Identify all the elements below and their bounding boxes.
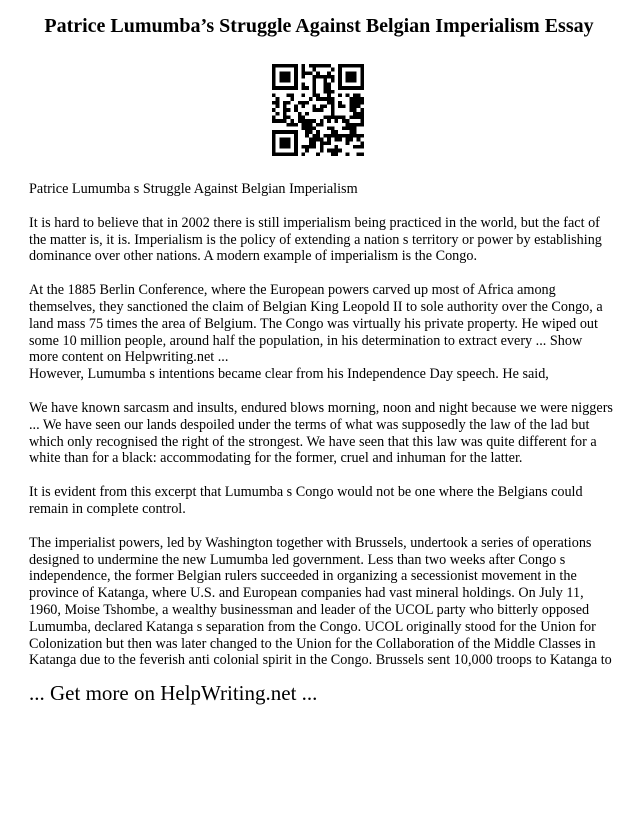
essay-quote: We have known sarcasm and insults, endured blows morning, noon and night because we were niggers ... We have seen our lands despoiled under the terms of what was supposedly the law of the lad but which only recognised the right of the strongest. We have seen that this law was quite different for a white than for a black: accommodating for the former, cruel and inhuman for the latter. — [29, 399, 613, 467]
essay-paragraph: At the 1885 Berlin Conference, where the European powers carved up most of Africa among themselves, they sanctioned the claim of Belgian King Leopold II to sole authority over the Congo, a land mass 75 times the area of Belgium. The Congo was virtually his private property. He wiped out some 10 million people, around half the population, in his determination to extract every ... Show more content on Helpwriting.net ... — [29, 282, 603, 366]
essay-body — [29, 181, 613, 686]
essay-paragraph: It is hard to believe that in 2002 there is still imperialism being practiced in the world, but the fact of the matter is, it is. Imperialism is the policy of extending a nation s territory or power by establishing dominance over other nations. A modern example of imperialism is the Congo. — [29, 214, 602, 265]
essay-paragraph: However, Lumumba s intentions became clear from his Independence Day speech. He said, — [29, 366, 549, 383]
page-title: Patrice Lumumba’s Struggle Against Belgian Imperialism Essay — [44, 15, 594, 37]
get-more-link[interactable]: ... Get more on HelpWriting.net ... — [29, 681, 318, 705]
essay-paragraph: It is evident from this excerpt that Lumumba s Congo would not be one where the Belgians could remain in complete control. — [29, 484, 583, 517]
essay-heading: Patrice Lumumba s Struggle Against Belgian Imperialism — [29, 181, 358, 197]
essay-paragraph: The imperialist powers, led by Washington together with Brussels, undertook a series of operations designed to undermine the new Lumumba led government. Less than two weeks after Congo s independence, the former Belgian rulers succeeded in organizing a secessionist movement in the province of Katanga, where U.S. and European companies had vast mineral holdings. On July 11, 1960, Moise Tshombe, a wealthy businessman and leader of the UCOL party who bitterly opposed Lumumba, declared Katanga s separation from the Congo. UCOL originally stood for the Union for Colonization but then was later changed to the Union for the Collaboration of the Middle Classes in Katanga due to the feverish anti colonial spirit in the Congo. Brussels sent 10,000 troops to Katanga to — [29, 534, 612, 669]
qr-code-icon — [272, 64, 364, 156]
